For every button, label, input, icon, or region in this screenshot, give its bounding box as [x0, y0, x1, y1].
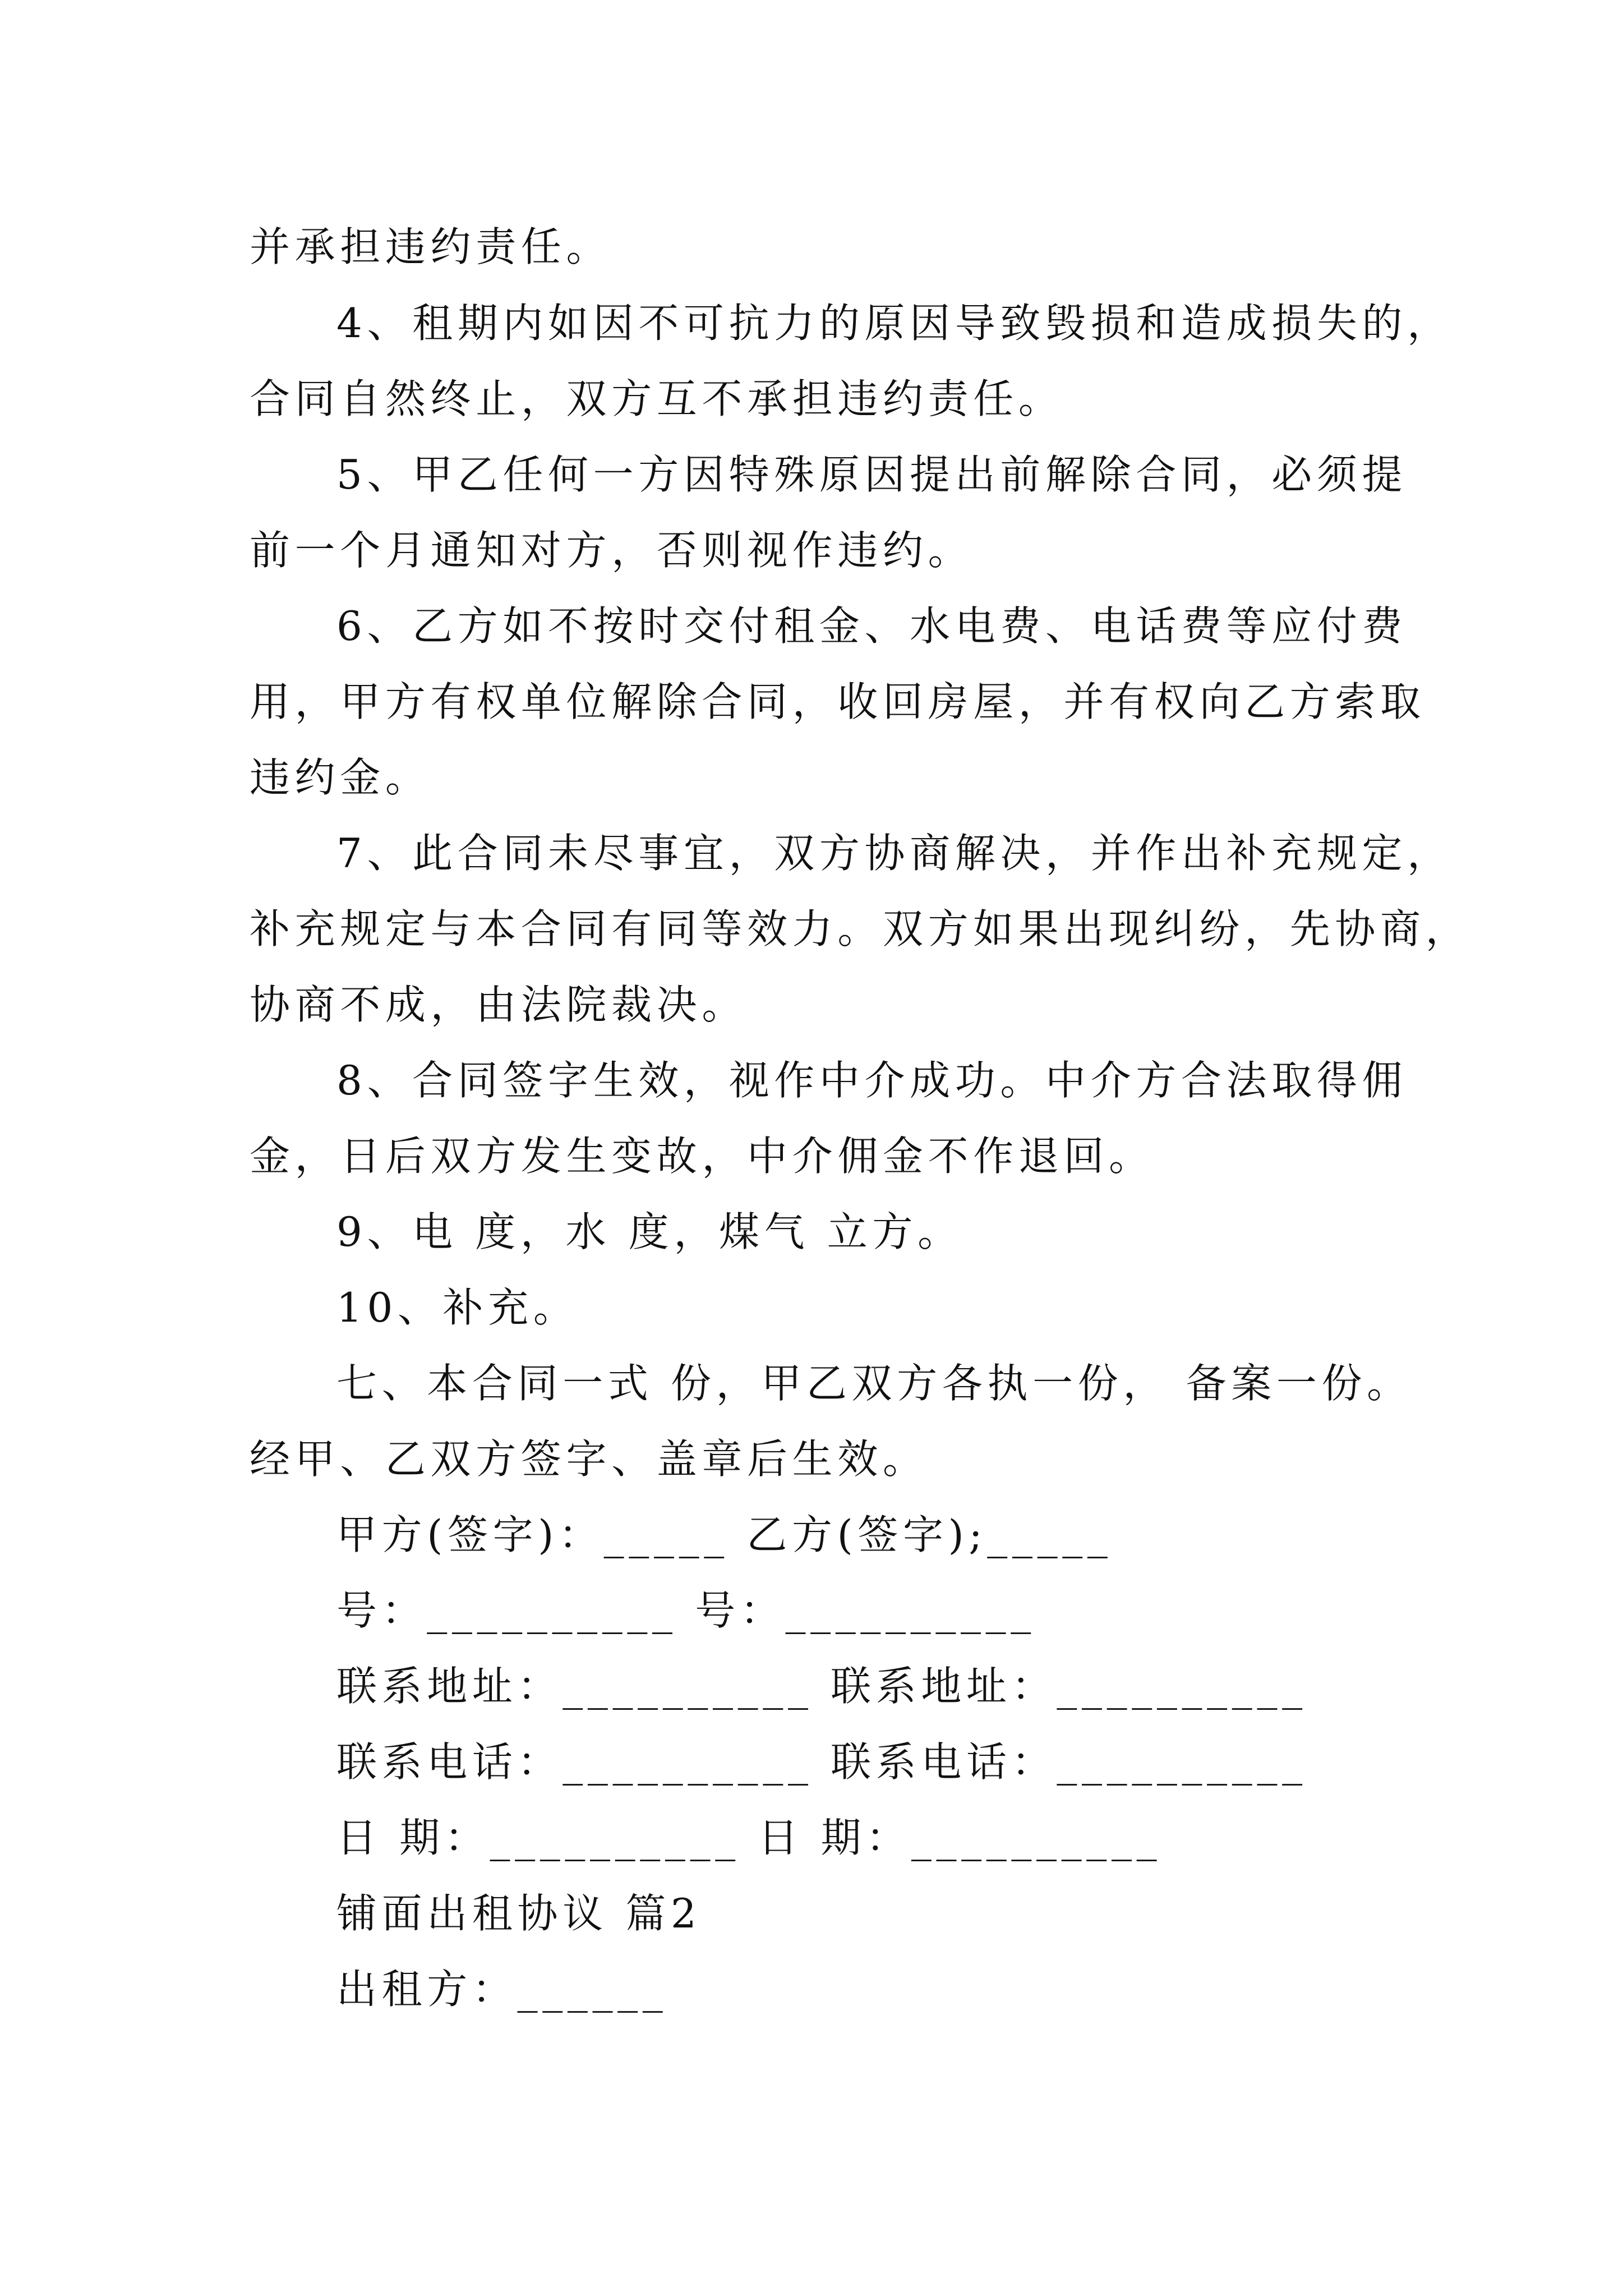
text-line-1: 并承担违约责任。: [250, 223, 612, 270]
section-7-line-1: 七、本合同一式 份，甲乙双方各执一份， 备案一份。: [336, 1360, 1412, 1407]
contact-address-line: 联系地址：__________ 联系地址：__________: [336, 1663, 1307, 1710]
lessor-line: 出租方：______: [336, 1966, 668, 2013]
clause-9-line: 9、电 度，水 度，煤气 立方。: [336, 1208, 963, 1255]
signature-line: 甲方(签字)：_____ 乙方(签字);_____: [336, 1511, 1113, 1558]
clause-8-line-2: 金，日后双方发生变故，中介佣金不作退回。: [250, 1133, 1154, 1180]
section-heading: 铺面出租协议 篇2: [336, 1890, 702, 1937]
clause-6-line-3: 违约金。: [250, 754, 431, 801]
section-7-line-2: 经甲、乙双方签字、盖章后生效。: [250, 1435, 928, 1483]
clause-6-line-1: 6、乙方如不按时交付租金、水电费、电话费等应付费: [336, 602, 1408, 650]
clause-5-line-2: 前一个月通知对方，否则视作违约。: [250, 527, 974, 574]
id-number-line: 号：__________ 号：__________: [336, 1587, 1036, 1634]
clause-4-line-2: 合同自然终止，双方互不承担违约责任。: [250, 375, 1064, 422]
contact-phone-line: 联系电话：__________ 联系电话：__________: [336, 1738, 1307, 1786]
clause-8-line-1: 8、合同签字生效，视作中介成功。中介方合法取得佣: [336, 1057, 1408, 1104]
clause-7-line-3: 协商不成，由法院裁决。: [250, 981, 748, 1028]
clause-7-line-1: 7、此合同未尽事宜，双方协商解决，并作出补充规定，: [336, 830, 1453, 877]
clause-5-line-1: 5、甲乙任何一方因特殊原因提出前解除合同，必须提: [336, 451, 1408, 498]
clause-6-line-2: 用，甲方有权单位解除合同，收回房屋，并有权向乙方索取: [250, 678, 1426, 725]
clause-7-line-2: 补充规定与本合同有同等效力。双方如果出现纠纷，先协商，: [250, 905, 1471, 953]
clause-10-line: 10、补充。: [336, 1284, 579, 1331]
date-line: 日 期：__________ 日 期：__________: [336, 1814, 1162, 1861]
clause-4-line-1: 4、租期内如因不可抗力的原因导致毁损和造成损失的，: [336, 300, 1453, 347]
